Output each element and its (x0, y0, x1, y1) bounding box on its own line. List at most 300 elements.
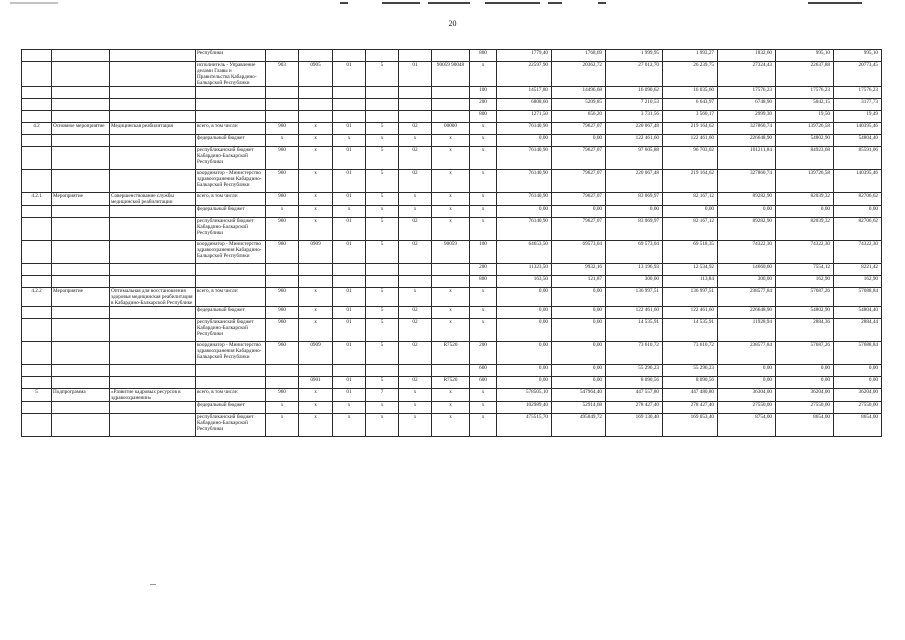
row-kind (52, 62, 110, 87)
subprogram-code (366, 365, 399, 377)
row-name: Совершенствование службы медицинской реабилитации (110, 193, 196, 206)
grbs-code: x (266, 206, 299, 218)
amount-2: 14496,68 (552, 87, 606, 99)
event-code: x (399, 206, 432, 218)
program-code: 01 (333, 62, 366, 87)
amount-5: 27324,43 (718, 62, 776, 87)
amount-2: 0,00 (552, 365, 606, 377)
section-code: 0901 (299, 377, 333, 389)
table-row (22, 402, 882, 414)
row-number (22, 50, 52, 62)
expense-type-code: 200 (470, 99, 497, 111)
row-number (22, 170, 52, 193)
amount-1: 0,00 (497, 206, 552, 218)
grbs-code: x (266, 414, 299, 437)
amount-2: 79627,07 (552, 193, 606, 206)
funding-source: всего, в том числе: (196, 288, 266, 307)
amount-4: 278 427,40 (663, 402, 718, 414)
amount-1: 1779,40 (497, 50, 552, 62)
amount-6: 139726,58 (776, 123, 834, 135)
subprogram-code (366, 99, 399, 111)
grbs-code: 960 (266, 307, 299, 319)
amount-6: 5042,15 (776, 99, 834, 111)
amount-3: 0,00 (606, 206, 663, 218)
table-row (22, 319, 882, 342)
funding-source: республиканский бюджет Кабардино-Балкарской Республики (196, 319, 266, 342)
event-code: 02 (399, 377, 432, 389)
direction-code: x (432, 307, 470, 319)
amount-5: 327860,74 (718, 170, 776, 193)
row-kind (52, 99, 110, 111)
amount-1: 0,00 (497, 377, 552, 389)
grbs-code: 960 (266, 193, 299, 206)
expense-type-code: 600 (470, 365, 497, 377)
program-code (333, 111, 366, 123)
direction-code: x (432, 402, 470, 414)
table-row (22, 50, 882, 62)
amount-1: 76140,90 (497, 170, 552, 193)
direction-code (432, 87, 470, 99)
amount-1: 0,00 (497, 135, 552, 147)
row-number (22, 377, 52, 389)
grbs-code: 960 (266, 389, 299, 402)
direction-code: x (432, 206, 470, 218)
amount-4: 219 164,62 (663, 170, 718, 193)
amount-7: 36204,00 (834, 389, 882, 402)
amount-7: 54804,40 (834, 135, 882, 147)
funding-source: всего, в том числе: (196, 389, 266, 402)
amount-5: 2999,30 (718, 111, 776, 123)
amount-7: 57688,84 (834, 342, 882, 365)
amount-3: 83 069,97 (606, 218, 663, 241)
amount-4: 122 461,60 (663, 307, 718, 319)
funding-source (196, 365, 266, 377)
amount-4: 69 518,35 (663, 241, 718, 264)
subprogram-code: 5 (366, 342, 399, 365)
amount-4: 169 053,40 (663, 414, 718, 437)
amount-4: 447 480,80 (663, 389, 718, 402)
row-number (22, 276, 52, 288)
table-row (22, 87, 882, 99)
direction-code (432, 50, 470, 62)
section-code (299, 111, 333, 123)
subprogram-code: 7 (366, 389, 399, 402)
amount-1: 76140,90 (497, 123, 552, 135)
direction-code (432, 365, 470, 377)
amount-1: 22597,90 (497, 62, 552, 87)
amount-6: 82039,32 (776, 218, 834, 241)
grbs-code (266, 99, 299, 111)
amount-2: 656,20 (552, 111, 606, 123)
table-row (22, 170, 882, 193)
row-kind (52, 264, 110, 276)
amount-6: 27550,00 (776, 402, 834, 414)
row-name (110, 319, 196, 342)
row-name (110, 402, 196, 414)
program-code: 01 (333, 241, 366, 264)
amount-1: 0,00 (497, 342, 552, 365)
row-name (110, 307, 196, 319)
section-code (299, 264, 333, 276)
program-code: x (333, 414, 366, 437)
row-kind (52, 377, 110, 389)
table-row (22, 414, 882, 437)
event-code: 02 (399, 319, 432, 342)
event-code: x (399, 135, 432, 147)
program-code: x (333, 135, 366, 147)
amount-7: 27550,00 (834, 402, 882, 414)
table-row (22, 264, 882, 276)
amount-1: 578505,10 (497, 389, 552, 402)
table-row (22, 206, 882, 218)
event-code: x (399, 288, 432, 307)
amount-6: 0,00 (776, 206, 834, 218)
program-code: x (333, 206, 366, 218)
program-code: 01 (333, 218, 366, 241)
row-number (22, 264, 52, 276)
amount-2: 1768,69 (552, 50, 606, 62)
funding-source (196, 87, 266, 99)
row-name (110, 365, 196, 377)
amount-1: 0,00 (497, 288, 552, 307)
row-kind (52, 170, 110, 193)
page-number: 20 (448, 19, 457, 28)
amount-1: 14517,80 (497, 87, 552, 99)
expense-type-code: x (470, 123, 497, 135)
amount-2: 0,00 (552, 319, 606, 342)
row-name (110, 147, 196, 170)
direction-code (432, 99, 470, 111)
amount-5: 8754,00 (718, 414, 776, 437)
row-kind (52, 307, 110, 319)
amount-3: 1 999,95 (606, 50, 663, 62)
grbs-code: 903 (266, 62, 299, 87)
direction-code (432, 264, 470, 276)
amount-5: 89282,90 (718, 218, 776, 241)
grbs-code (266, 377, 299, 389)
table-row (22, 276, 882, 288)
amount-4: 122 461,60 (663, 135, 718, 147)
expense-type-code: 800 (470, 50, 497, 62)
grbs-code (266, 87, 299, 99)
amount-2: 0,00 (552, 288, 606, 307)
amount-1: 163,50 (497, 276, 552, 288)
program-code: 01 (333, 170, 366, 193)
row-name (110, 342, 196, 365)
amount-4: 219 164,62 (663, 123, 718, 135)
expense-type-code: x (470, 206, 497, 218)
expense-type-code: x (470, 218, 497, 241)
amount-2: 52914,68 (552, 402, 606, 414)
program-code (333, 87, 366, 99)
funding-source (196, 111, 266, 123)
amount-2: 0,00 (552, 206, 606, 218)
expense-type-code: x (470, 307, 497, 319)
amount-4: 3 560,17 (663, 111, 718, 123)
section-code (299, 50, 333, 62)
amount-1: 76140,90 (497, 218, 552, 241)
amount-6: 0,00 (776, 377, 834, 389)
amount-4: 1 993,27 (663, 50, 718, 62)
subprogram-code (366, 50, 399, 62)
amount-5: 238577,84 (718, 342, 776, 365)
event-code: 02 (399, 241, 432, 264)
row-name (110, 241, 196, 264)
amount-7: 85591,06 (834, 147, 882, 170)
row-number (22, 402, 52, 414)
amount-6: 139726,58 (776, 170, 834, 193)
program-code (333, 365, 366, 377)
amount-1: 475515,70 (497, 414, 552, 437)
program-code: 01 (333, 319, 366, 342)
subprogram-code: 5 (366, 241, 399, 264)
amount-7: 82706,62 (834, 218, 882, 241)
grbs-code: x (266, 402, 299, 414)
row-number (22, 414, 52, 437)
row-number (22, 135, 52, 147)
amount-6: 84923,68 (776, 147, 834, 170)
row-name (110, 414, 196, 437)
amount-1: 6808,60 (497, 99, 552, 111)
subprogram-code: 5 (366, 62, 399, 87)
amount-1: 0,00 (497, 365, 552, 377)
amount-3: 83 069,97 (606, 193, 663, 206)
event-code: 02 (399, 218, 432, 241)
event-code: x (399, 402, 432, 414)
amount-1: 64653,50 (497, 241, 552, 264)
direction-code: x (432, 319, 470, 342)
amount-4: 73 610,72 (663, 342, 718, 365)
row-kind (52, 147, 110, 170)
amount-7: 2884,44 (834, 319, 882, 342)
direction-code: x (432, 414, 470, 437)
subprogram-code: x (366, 402, 399, 414)
subprogram-code (366, 111, 399, 123)
amount-3: 7 210,53 (606, 99, 663, 111)
row-kind: Подпрограмма (52, 389, 110, 402)
table-row (22, 147, 882, 170)
amount-3: 13 196,93 (606, 264, 663, 276)
section-code: x (299, 414, 333, 437)
funding-source: федеральный бюджет (196, 135, 266, 147)
amount-2: 0,00 (552, 342, 606, 365)
amount-5: 6748,90 (718, 99, 776, 111)
row-kind (52, 241, 110, 264)
direction-code: x (432, 147, 470, 170)
direction-code (432, 111, 470, 123)
amount-4: 136 997,51 (663, 288, 718, 307)
subprogram-code: 5 (366, 377, 399, 389)
subprogram-code: 5 (366, 193, 399, 206)
funding-source: федеральный бюджет (196, 402, 266, 414)
amount-1: 76140,90 (497, 147, 552, 170)
funding-source: всего, в том числе: (196, 123, 266, 135)
row-number (22, 365, 52, 377)
section-code: x (299, 206, 333, 218)
expense-type-code: x (470, 62, 497, 87)
section-code: 0909 (299, 342, 333, 365)
amount-2: 495049,72 (552, 414, 606, 437)
direction-code: x (432, 193, 470, 206)
program-code: 01 (333, 123, 366, 135)
row-name: Оптимальная для восстановления здоровья медицинская реабилитация в Кабардино-Балкарской Республике (110, 288, 196, 307)
grbs-code: 960 (266, 241, 299, 264)
direction-code: x (432, 135, 470, 147)
amount-4: 55 296,23 (663, 365, 718, 377)
grbs-code: 960 (266, 170, 299, 193)
amount-4: 8 090,56 (663, 377, 718, 389)
amount-5: 36304,00 (718, 389, 776, 402)
grbs-code (266, 50, 299, 62)
amount-5: 327860,74 (718, 123, 776, 135)
expense-type-code: x (470, 319, 497, 342)
amount-7: 82706,62 (834, 193, 882, 206)
row-kind (52, 276, 110, 288)
row-number: 4.2 (22, 123, 52, 135)
amount-2: 0,00 (552, 135, 606, 147)
amount-7: 57688,84 (834, 288, 882, 307)
amount-6: 2884,36 (776, 319, 834, 342)
event-code: 02 (399, 123, 432, 135)
amount-4: 16 035,60 (663, 87, 718, 99)
amount-2: 121,87 (552, 276, 606, 288)
section-code: x (299, 389, 333, 402)
section-code: 0909 (299, 241, 333, 264)
amount-6: 36204,00 (776, 389, 834, 402)
row-number (22, 99, 52, 111)
amount-2: 79627,07 (552, 218, 606, 241)
row-number (22, 62, 52, 87)
funding-source: координатор - Министерство здравоохранения Кабардино-Балкарской Республики (196, 342, 266, 365)
grbs-code: x (266, 135, 299, 147)
expense-type-code: x (470, 193, 497, 206)
subprogram-code: x (366, 414, 399, 437)
amount-2: 69573,04 (552, 241, 606, 264)
amount-6: 57687,26 (776, 342, 834, 365)
program-code: x (333, 402, 366, 414)
table-row (22, 111, 882, 123)
grbs-code (266, 365, 299, 377)
subprogram-code: x (366, 206, 399, 218)
amount-4: 14 535,91 (663, 319, 718, 342)
section-code (299, 87, 333, 99)
funding-source: республиканский бюджет Кабардино-Балкарской Республики (196, 414, 266, 437)
subprogram-code: 5 (366, 170, 399, 193)
amount-3: 300,00 (606, 276, 663, 288)
section-code: x (299, 319, 333, 342)
amount-1: 11323,50 (497, 264, 552, 276)
expense-type-code: x (470, 135, 497, 147)
row-number (22, 206, 52, 218)
amount-7: 0,00 (834, 206, 882, 218)
row-name (110, 50, 196, 62)
expense-type-code: x (470, 402, 497, 414)
subprogram-code (366, 276, 399, 288)
amount-6: 17576,23 (776, 87, 834, 99)
event-code (399, 276, 432, 288)
table-row (22, 288, 882, 307)
section-code: x (299, 193, 333, 206)
expense-type-code: 600 (470, 377, 497, 389)
scan-top-marks (0, 0, 905, 8)
grbs-code: 960 (266, 123, 299, 135)
amount-5: 101211,84 (718, 147, 776, 170)
subprogram-code (366, 264, 399, 276)
amount-7: 162,90 (834, 276, 882, 288)
event-code: 01 (399, 62, 432, 87)
amount-4: 96 703,02 (663, 147, 718, 170)
direction-code (432, 276, 470, 288)
direction-code: 90059 90048 (432, 62, 470, 87)
event-code: x (399, 414, 432, 437)
event-code: x (399, 389, 432, 402)
row-number (22, 87, 52, 99)
row-kind (52, 50, 110, 62)
program-code: 01 (333, 193, 366, 206)
table-row (22, 365, 882, 377)
row-name (110, 62, 196, 87)
row-number (22, 342, 52, 365)
table-row (22, 193, 882, 206)
row-kind: Мероприятие (52, 193, 110, 206)
expense-type-code: 100 (470, 87, 497, 99)
program-code (333, 50, 366, 62)
amount-2: 5209,85 (552, 99, 606, 111)
amount-5: 238577,84 (718, 288, 776, 307)
row-number: 4.2.1 (22, 193, 52, 206)
row-kind (52, 319, 110, 342)
section-code: x (299, 307, 333, 319)
section-code: 0905 (299, 62, 333, 87)
amount-3: 27 012,70 (606, 62, 663, 87)
row-name (110, 99, 196, 111)
amount-6: 82039,32 (776, 193, 834, 206)
amount-3: 16 090,62 (606, 87, 663, 99)
section-code: x (299, 402, 333, 414)
amount-7: 74322,30 (834, 241, 882, 264)
amount-5: 27550,00 (718, 402, 776, 414)
funding-source: республиканский бюджет Кабардино-Балкарской Республики (196, 147, 266, 170)
amount-3: 73 610,72 (606, 342, 663, 365)
expense-type-code: 200 (470, 342, 497, 365)
section-code: x (299, 288, 333, 307)
amount-2: 0,00 (552, 307, 606, 319)
amount-5: 1832,60 (718, 50, 776, 62)
row-name (110, 135, 196, 147)
row-number (22, 319, 52, 342)
direction-code: x (432, 170, 470, 193)
amount-3: 14 535,91 (606, 319, 663, 342)
amount-5: 0,00 (718, 206, 776, 218)
row-kind (52, 402, 110, 414)
event-code: 02 (399, 147, 432, 170)
direction-code: x (432, 389, 470, 402)
direction-code: x (432, 218, 470, 241)
direction-code: R7520 (432, 342, 470, 365)
row-name (110, 276, 196, 288)
event-code: 02 (399, 170, 432, 193)
amount-2: 79627,07 (552, 170, 606, 193)
grbs-code (266, 111, 299, 123)
event-code (399, 365, 432, 377)
row-name: Медицинская реабилитация (110, 123, 196, 135)
row-kind (52, 414, 110, 437)
grbs-code: 960 (266, 147, 299, 170)
row-kind (52, 206, 110, 218)
event-code: 02 (399, 342, 432, 365)
funding-source (196, 377, 266, 389)
amount-4: 12 534,92 (663, 264, 718, 276)
